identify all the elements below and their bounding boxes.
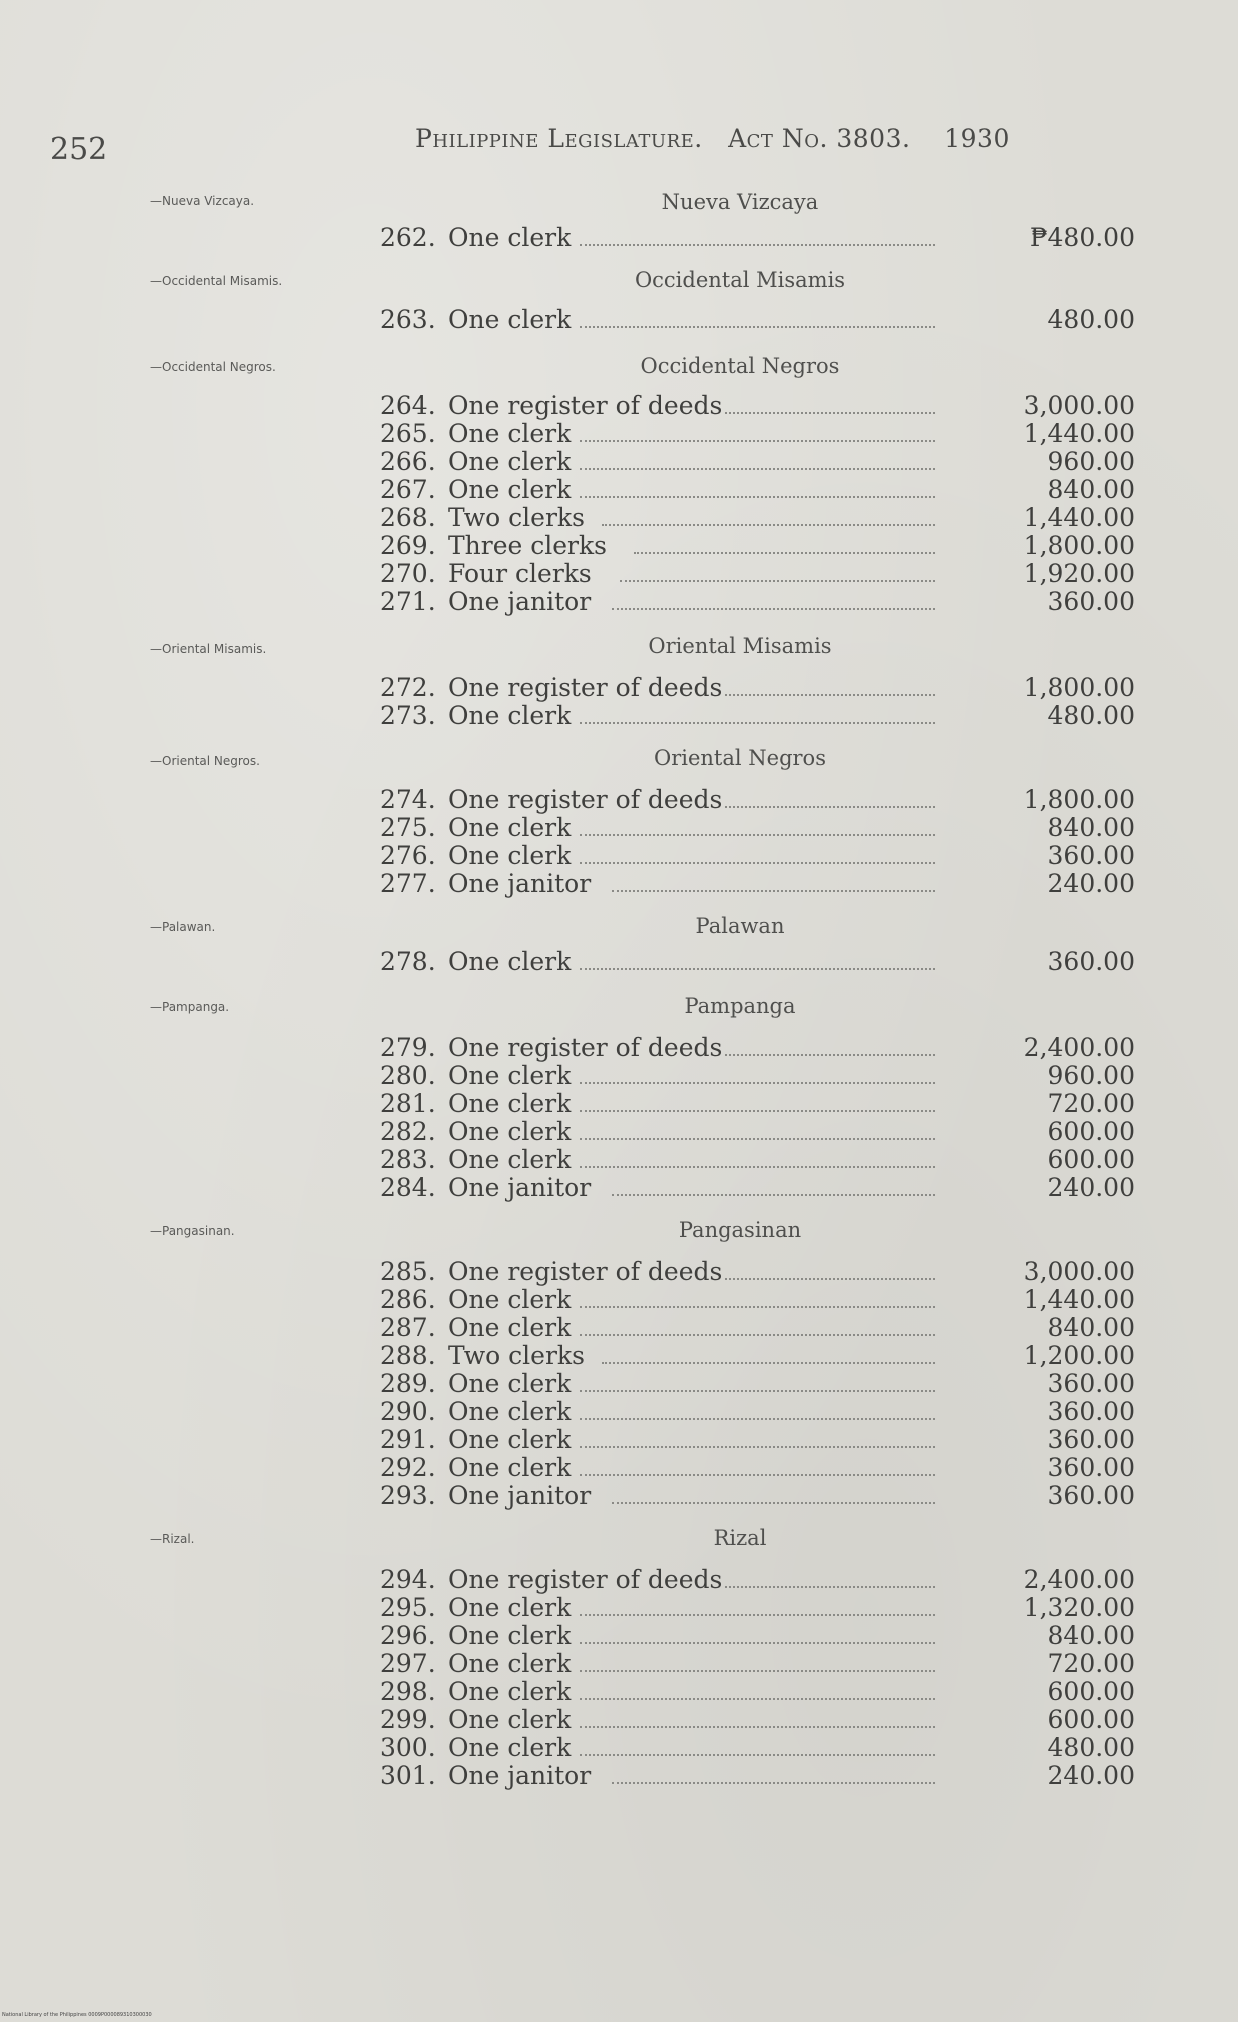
dot-leader (580, 324, 935, 328)
item-number: 284. (380, 1173, 436, 1202)
section-heading: Occidental Negros (640, 354, 840, 378)
item-description: One clerk (448, 1677, 572, 1706)
item-number: 277. (380, 869, 436, 898)
item-description: One register of deeds (448, 1257, 723, 1286)
item-description: One clerk (448, 1425, 572, 1454)
section-rows (380, 674, 1135, 730)
item-amount: 840.00 (1047, 1621, 1135, 1650)
dot-leader (580, 242, 935, 246)
item-description: One clerk (448, 1369, 572, 1398)
dot-leader (602, 1360, 935, 1364)
item-description: One janitor (448, 1173, 592, 1202)
dot-leader (580, 1696, 935, 1700)
item-description: One clerk (448, 1649, 572, 1678)
item-amount: 480.00 (1047, 701, 1135, 730)
table-row (380, 306, 1135, 334)
running-head-title: Philippine Legislature. (415, 124, 703, 153)
table-row (380, 1342, 1135, 1370)
dot-leader (620, 578, 935, 582)
margin-note: —Rizal. (150, 1532, 195, 1546)
item-amount: 960.00 (1047, 447, 1135, 476)
item-description: One clerk (448, 447, 572, 476)
dot-leader (612, 888, 935, 892)
table-row (380, 1762, 1135, 1790)
item-number: 288. (380, 1341, 436, 1370)
table-row (380, 420, 1135, 448)
table-row (380, 702, 1135, 730)
section-rows (380, 1566, 1135, 1790)
table-row (380, 1482, 1135, 1510)
dot-leader (725, 692, 935, 696)
item-amount: 360.00 (1047, 1425, 1135, 1454)
item-amount: 360.00 (1047, 1369, 1135, 1398)
item-number: 291. (380, 1425, 436, 1454)
item-number: 268. (380, 503, 436, 532)
dot-leader (725, 1584, 935, 1588)
archive-footer-note: National Library of the Philippines 0009P000089310300030 (2, 2012, 152, 2018)
table-row (380, 674, 1135, 702)
item-amount: 240.00 (1047, 1173, 1135, 1202)
margin-note: —Pangasinan. (150, 1224, 235, 1238)
table-row (380, 1622, 1135, 1650)
item-number: 295. (380, 1593, 436, 1622)
dot-leader (580, 1444, 935, 1448)
item-amount: 240.00 (1047, 869, 1135, 898)
item-number: 275. (380, 813, 436, 842)
item-number: 287. (380, 1313, 436, 1342)
item-number: 265. (380, 419, 436, 448)
item-description: Four clerks (448, 559, 592, 588)
item-description: One janitor (448, 587, 592, 616)
table-row (380, 1594, 1135, 1622)
item-description: One clerk (448, 223, 572, 252)
item-number: 301. (380, 1761, 436, 1790)
item-amount: 960.00 (1047, 1061, 1135, 1090)
section-heading: Palawan (695, 914, 785, 938)
dot-leader (725, 804, 935, 808)
dot-leader (580, 1640, 935, 1644)
table-row (380, 786, 1135, 814)
item-amount: 480.00 (1047, 1733, 1135, 1762)
table-row (380, 588, 1135, 616)
item-amount: 720.00 (1047, 1089, 1135, 1118)
table-row (380, 1650, 1135, 1678)
item-number: 296. (380, 1621, 436, 1650)
item-description: One clerk (448, 1593, 572, 1622)
item-amount: 240.00 (1047, 1761, 1135, 1790)
item-number: 273. (380, 701, 436, 730)
item-number: 263. (380, 305, 436, 334)
item-description: One clerk (448, 813, 572, 842)
dot-leader (612, 1500, 935, 1504)
item-number: 292. (380, 1453, 436, 1482)
item-amount: 360.00 (1047, 1481, 1135, 1510)
section-heading: Oriental Negros (654, 746, 826, 770)
item-amount: 600.00 (1047, 1677, 1135, 1706)
table-row (380, 1090, 1135, 1118)
dot-leader (580, 1668, 935, 1672)
item-description: Two clerks (448, 1341, 585, 1370)
item-amount: 3,000.00 (1023, 1257, 1135, 1286)
margin-note: —Oriental Misamis. (150, 642, 267, 656)
item-amount: 360.00 (1047, 841, 1135, 870)
dot-leader (580, 1136, 935, 1140)
item-number: 278. (380, 947, 436, 976)
item-amount: 1,440.00 (1023, 503, 1135, 532)
section-rows (380, 786, 1135, 898)
item-number: 299. (380, 1705, 436, 1734)
item-description: Three clerks (448, 531, 607, 560)
dot-leader (580, 1416, 935, 1420)
item-description: One register of deeds (448, 1033, 723, 1062)
margin-note: —Occidental Negros. (150, 360, 276, 374)
table-row (380, 1062, 1135, 1090)
item-description: One clerk (448, 1285, 572, 1314)
item-description: One clerk (448, 841, 572, 870)
section-heading: Rizal (713, 1526, 767, 1550)
dot-leader (580, 494, 935, 498)
item-description: One clerk (448, 1089, 572, 1118)
item-number: 286. (380, 1285, 436, 1314)
item-amount: 360.00 (1047, 1397, 1135, 1426)
item-number: 270. (380, 559, 436, 588)
table-row (380, 1034, 1135, 1062)
table-row (380, 392, 1135, 420)
table-row (380, 842, 1135, 870)
running-head-act: Act No. 3803. (728, 124, 911, 153)
item-amount: 1,440.00 (1023, 419, 1135, 448)
table-row (380, 504, 1135, 532)
item-number: 290. (380, 1397, 436, 1426)
dot-leader (580, 466, 935, 470)
item-amount: 600.00 (1047, 1705, 1135, 1734)
item-amount: 2,400.00 (1023, 1033, 1135, 1062)
dot-leader (580, 1108, 935, 1112)
item-number: 266. (380, 447, 436, 476)
dot-leader (580, 832, 935, 836)
item-amount: 840.00 (1047, 1313, 1135, 1342)
item-number: 271. (380, 587, 436, 616)
item-amount: 1,800.00 (1023, 785, 1135, 814)
item-amount: 600.00 (1047, 1117, 1135, 1146)
dot-leader (612, 606, 935, 610)
margin-note: —Pampanga. (150, 1000, 230, 1014)
margin-note: —Occidental Misamis. (150, 274, 283, 288)
item-description: One register of deeds (448, 391, 723, 420)
item-description: One clerk (448, 419, 572, 448)
dot-leader (580, 1164, 935, 1168)
item-number: 279. (380, 1033, 436, 1062)
table-row (380, 1734, 1135, 1762)
item-description: One clerk (448, 1733, 572, 1762)
item-description: One clerk (448, 1397, 572, 1426)
item-description: One clerk (448, 1453, 572, 1482)
section-heading: Oriental Misamis (648, 634, 832, 658)
item-amount: 1,920.00 (1023, 559, 1135, 588)
table-row (380, 1706, 1135, 1734)
item-number: 267. (380, 475, 436, 504)
dot-leader (580, 1388, 935, 1392)
section-rows (380, 306, 1135, 334)
item-amount: 840.00 (1047, 475, 1135, 504)
item-description: One janitor (448, 1481, 592, 1510)
section-rows (380, 224, 1135, 252)
item-description: One clerk (448, 701, 572, 730)
table-row (380, 1258, 1135, 1286)
item-description: One janitor (448, 1761, 592, 1790)
table-row (380, 814, 1135, 842)
item-amount: 480.00 (1047, 305, 1135, 334)
item-amount: 2,400.00 (1023, 1565, 1135, 1594)
table-row (380, 1426, 1135, 1454)
page-number: 252 (50, 132, 108, 167)
dot-leader (580, 1612, 935, 1616)
item-description: One register of deeds (448, 785, 723, 814)
item-description: One clerk (448, 1145, 572, 1174)
section-rows (380, 392, 1135, 616)
item-number: 280. (380, 1061, 436, 1090)
item-amount: 360.00 (1047, 587, 1135, 616)
item-description: One janitor (448, 869, 592, 898)
item-number: 289. (380, 1369, 436, 1398)
table-row (380, 1566, 1135, 1594)
item-amount: 600.00 (1047, 1145, 1135, 1174)
item-description: One clerk (448, 305, 572, 334)
item-number: 276. (380, 841, 436, 870)
item-number: 298. (380, 1677, 436, 1706)
item-description: One clerk (448, 1621, 572, 1650)
item-number: 283. (380, 1145, 436, 1174)
item-amount: 360.00 (1047, 1453, 1135, 1482)
table-row (380, 476, 1135, 504)
table-row (380, 870, 1135, 898)
table-row (380, 1146, 1135, 1174)
item-amount: 3,000.00 (1023, 391, 1135, 420)
section-rows (380, 948, 1135, 976)
section-heading: Nueva Vizcaya (661, 190, 819, 214)
item-number: 281. (380, 1089, 436, 1118)
item-description: One clerk (448, 1313, 572, 1342)
item-description: One clerk (448, 1117, 572, 1146)
item-amount: 840.00 (1047, 813, 1135, 842)
table-row (380, 1174, 1135, 1202)
section-rows (380, 1258, 1135, 1510)
item-amount: 1,320.00 (1023, 1593, 1135, 1622)
item-number: 285. (380, 1257, 436, 1286)
dot-leader (580, 1472, 935, 1476)
item-description: One clerk (448, 475, 572, 504)
item-amount: 360.00 (1047, 947, 1135, 976)
item-number: 264. (380, 391, 436, 420)
item-description: One clerk (448, 1061, 572, 1090)
table-row (380, 1370, 1135, 1398)
item-description: One register of deeds (448, 1565, 723, 1594)
table-row (380, 224, 1135, 252)
item-amount: ₱480.00 (1029, 223, 1135, 252)
dot-leader (725, 1052, 935, 1056)
dot-leader (580, 438, 935, 442)
dot-leader (580, 1724, 935, 1728)
dot-leader (580, 1304, 935, 1308)
table-row (380, 1118, 1135, 1146)
dot-leader (634, 550, 935, 554)
dot-leader (580, 1080, 935, 1084)
dot-leader (612, 1780, 935, 1784)
table-row (380, 1454, 1135, 1482)
dot-leader (725, 1276, 935, 1280)
running-head-year: 1930 (944, 124, 1010, 153)
dot-leader (580, 860, 935, 864)
table-row (380, 1286, 1135, 1314)
margin-note: —Oriental Negros. (150, 754, 260, 768)
item-number: 272. (380, 673, 436, 702)
item-amount: 1,800.00 (1023, 531, 1135, 560)
item-number: 274. (380, 785, 436, 814)
item-amount: 1,800.00 (1023, 673, 1135, 702)
table-row (380, 1398, 1135, 1426)
item-amount: 1,200.00 (1023, 1341, 1135, 1370)
margin-note: —Palawan. (150, 920, 216, 934)
item-description: Two clerks (448, 503, 585, 532)
item-number: 300. (380, 1733, 436, 1762)
section-rows (380, 1034, 1135, 1202)
section-heading: Occidental Misamis (634, 268, 846, 292)
item-description: One clerk (448, 1705, 572, 1734)
section-heading: Pampanga (684, 994, 796, 1018)
item-number: 282. (380, 1117, 436, 1146)
table-row (380, 1678, 1135, 1706)
dot-leader (580, 720, 935, 724)
item-description: One register of deeds (448, 673, 723, 702)
item-number: 262. (380, 223, 436, 252)
item-number: 293. (380, 1481, 436, 1510)
item-description: One clerk (448, 947, 572, 976)
item-number: 294. (380, 1565, 436, 1594)
table-row (380, 532, 1135, 560)
table-row (380, 1314, 1135, 1342)
item-number: 269. (380, 531, 436, 560)
item-number: 297. (380, 1649, 436, 1678)
table-row (380, 560, 1135, 588)
dot-leader (725, 410, 935, 414)
dot-leader (602, 522, 935, 526)
running-head (415, 124, 1010, 153)
dot-leader (612, 1192, 935, 1196)
table-row (380, 948, 1135, 976)
item-amount: 720.00 (1047, 1649, 1135, 1678)
margin-note: —Nueva Vizcaya. (150, 194, 255, 208)
table-row (380, 448, 1135, 476)
section-heading: Pangasinan (678, 1218, 802, 1242)
dot-leader (580, 1332, 935, 1336)
dot-leader (580, 1752, 935, 1756)
item-amount: 1,440.00 (1023, 1285, 1135, 1314)
dot-leader (580, 966, 935, 970)
